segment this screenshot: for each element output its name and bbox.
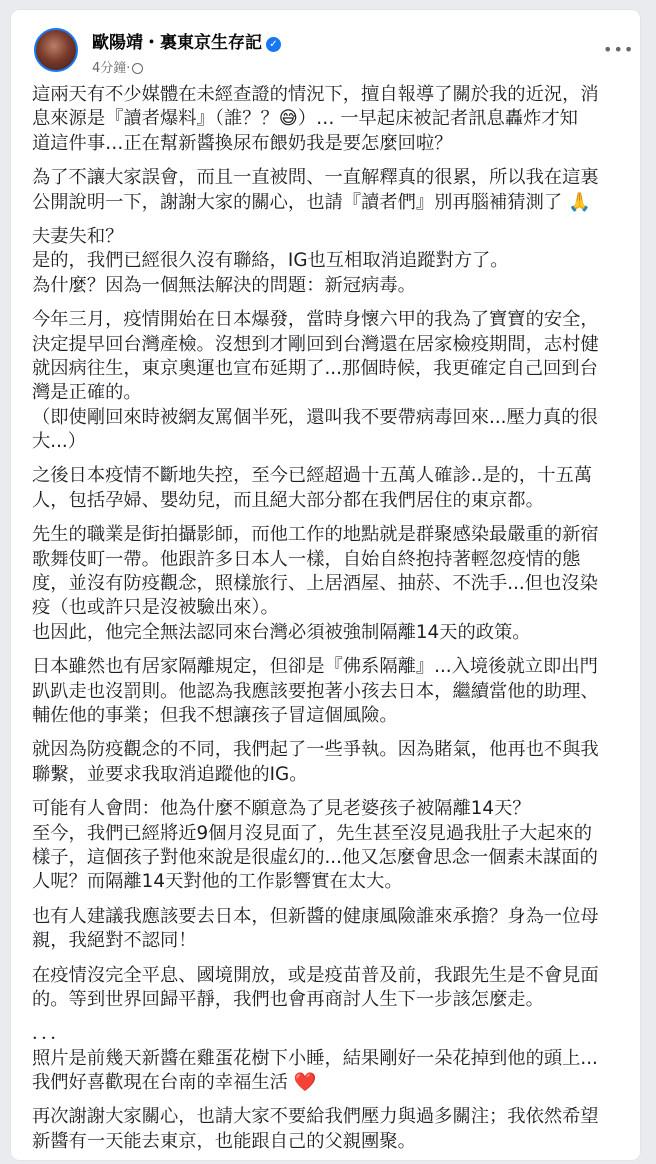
text-line: 至今，我們已經將近9個月沒見面了，先生甚至沒見過我肚子大起來的 (32, 822, 593, 844)
text-line: 為了不讓大家誤會，而且一直被問、一直解釋真的很累，所以我在這裏 (32, 167, 599, 189)
text-line: 息來源是『讀者爆料』（誰？？😅）… 一早起床被記者訊息轟炸才知 (32, 108, 578, 130)
author-name-row (92, 28, 281, 53)
globe-icon (132, 63, 143, 74)
text-line: 公開說明一下，謝謝大家的關心，也請『讀者們』別再腦補猜測了 🙏 (32, 191, 591, 213)
post-meta (92, 57, 143, 76)
text-line: ．．． (32, 1023, 69, 1045)
text-line: 親，我絕對不認同！ (32, 930, 197, 952)
text-line: 樣子，這個孩子對他來說是很虛幻的...他又怎麼會思念一個素未謀面的 (32, 846, 598, 868)
text-line: 灣是正確的。 (32, 382, 142, 404)
text-line: 日本雖然也有居家隔離規定，但卻是『佛系隔離』...入境後就立即出門 (32, 656, 598, 678)
post-time[interactable]: 4分鐘 (92, 61, 127, 76)
post-paragraph (32, 964, 632, 1013)
more-options-button[interactable]: ••• (603, 40, 635, 59)
post-paragraph (32, 1105, 632, 1154)
post-card (11, 10, 640, 1160)
text-line: （即使剛回來時被網友罵個半死，還叫我不要帶病毒回來...壓力真的很 (32, 406, 598, 428)
post-paragraph (32, 738, 632, 787)
text-line: 夫妻失和？ (32, 225, 124, 247)
text-line: 的。等到世界回歸平靜，我們也會再商討人生下一步該怎麼走。 (32, 988, 544, 1010)
text-line: 就因為防疫觀念的不同，我們起了一些爭執。因為賭氣，他再也不與我 (32, 739, 599, 761)
post-text (32, 83, 632, 1164)
text-line: 這兩天有不少媒體在未經查證的情況下，擅自報導了關於我的近況，消 (32, 84, 599, 105)
text-line: 就因病往生，東京奧運也宣布延期了...那個時候，我更確定自己回到台 (32, 357, 598, 379)
post-paragraph (32, 464, 632, 513)
text-line: 度，並沒有防疫觀念，照樣旅行、上居酒屋、抽菸、不洗手...但也沒染 (32, 573, 598, 595)
text-line: 大...） (32, 431, 86, 453)
author-name[interactable]: 歐陽靖・裏東京生存記 (92, 33, 262, 53)
text-line: 先生的職業是街拍攝影師，而他工作的地點就是群聚感染最嚴重的新宿 (32, 524, 599, 546)
avatar[interactable] (34, 28, 78, 72)
text-line: 人呢？而隔離14天對他的工作影響實在太大。 (32, 871, 403, 893)
post-paragraph (32, 905, 632, 954)
text-line: 再次謝謝大家關心，也請大家不要給我們壓力與過多關注；我依然希望 (32, 1106, 599, 1128)
text-line: 之後日本疫情不斷地失控，至今已經超過十五萬人確診..是的，十五萬 (32, 465, 593, 487)
post-paragraph (32, 655, 632, 728)
text-line: 人，包括孕婦、嬰幼兒，而且絕大部分都在我們居住的東京都。 (32, 489, 544, 511)
text-line: 聯繫，並要求我取消追蹤他的IG。 (32, 763, 308, 785)
text-line: 在疫情沒完全平息、國境開放，或是疫苗普及前，我跟先生是不會見面 (32, 964, 599, 986)
text-line: 是的，我們已經很久沒有聯絡，IG也互相取消追蹤對方了。 (32, 250, 509, 272)
post-paragraph (32, 1022, 632, 1095)
post-paragraph (32, 225, 632, 298)
verified-badge-icon: ✓ (266, 37, 281, 52)
text-line: 我們好喜歡現在台南的幸福生活 ❤️ (32, 1072, 317, 1094)
text-line: 為什麼？因為一個無法解決的問題：新冠病毒。 (32, 274, 416, 296)
post-paragraph (32, 166, 632, 215)
text-line: 新醬有一天能去東京，也能跟自己的父親團聚。 (32, 1130, 416, 1152)
text-line: 可能有人會問：他為什麼不願意為了見老婆孩子被隔離14天？ (32, 798, 531, 820)
post-paragraph (32, 523, 632, 645)
post-paragraph (32, 83, 632, 156)
text-line: 道這件事…正在幫新醬換尿布餵奶我是要怎麼回啦？ (32, 132, 453, 154)
text-line: 輔佐他的事業；但我不想讓孩子冒這個風險。 (32, 704, 398, 726)
text-line: 歌舞伎町一帶。他跟許多日本人一樣，自始自終抱持著輕忽疫情的態 (32, 548, 581, 570)
text-line: 今年三月，疫情開始在日本爆發，當時身懷六甲的我為了寶寶的安全， (32, 309, 599, 331)
text-line: 也有人建議我應該要去日本，但新醬的健康風險誰來承擔？身為一位母 (32, 905, 599, 927)
text-line: 疫（也或許只是沒被驗出來）。 (32, 597, 279, 619)
post-paragraph (32, 308, 632, 454)
text-line: 也因此，他完全無法認同來台灣必須被強制隔離14天的政策。 (32, 621, 531, 643)
text-line: 趴趴走也沒罰則。他認為我應該要抱著小孩去日本，繼續當他的助理、 (32, 680, 599, 702)
text-line: 決定提早回台灣產檢。沒想到才剛回到台灣還在居家檢疫期間，志村健 (32, 333, 599, 355)
text-line: 照片是前幾天新醬在雞蛋花樹下小睡，結果剛好一朵花掉到他的頭上... (32, 1047, 598, 1069)
separator: · (126, 61, 131, 76)
post-paragraph (32, 797, 632, 895)
